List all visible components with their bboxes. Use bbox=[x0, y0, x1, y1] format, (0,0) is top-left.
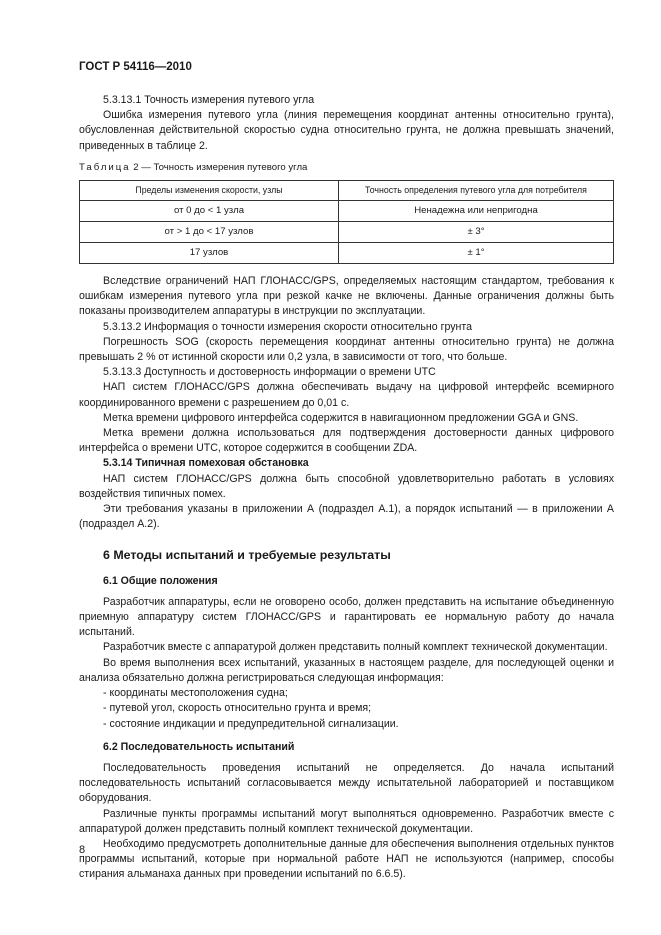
table-cell-accuracy: Ненадежна или непригодна bbox=[339, 201, 614, 222]
heading-6-2: 6.2 Последовательность испытаний bbox=[103, 740, 295, 753]
paragraph-6-1-b: Разработчик вместе с аппаратурой должен представить полный комплект технической документации. bbox=[103, 641, 608, 654]
heading-5-3-13-3: 5.3.13.3 Доступность и достоверность информации о времени UTC bbox=[103, 366, 436, 379]
table-header-speed: Пределы изменения скорости, узлы bbox=[80, 181, 339, 201]
heading-5-3-13-1: 5.3.13.1 Точность измерения путевого угла bbox=[103, 94, 315, 106]
heading-5-3-13-2: 5.3.13.2 Информация о точности измерения скорости относительно грунта bbox=[103, 320, 472, 333]
paragraph-6-1-c: Во время выполнения всех испытаний, указанных в настоящем разделе, для последующей оценки и анализа обязательно должна регистрироваться следующая информация: bbox=[79, 656, 614, 684]
table-header-row bbox=[80, 181, 614, 201]
list-item: - состояние индикации и предупредительной сигнализации. bbox=[103, 717, 399, 730]
paragraph-6-2-a: Последовательность проведения испытаний не определяется. До начала испытаний последовательность испытаний согласовывается между испытательной лабораторией и поставщиком оборудования. bbox=[79, 761, 614, 805]
table-cell-accuracy: ± 3° bbox=[339, 222, 614, 243]
paragraph-5-3-13-1: Ошибка измерения путевого угла (линия перемещения координат антенны относительно грунта), обусловленная действительной скоростью судна относительно грунта, не должна превышать значений, приведенных в таблице 2. bbox=[79, 109, 614, 152]
paragraph-6-2-c: Необходимо предусмотреть дополнительные данные для обеспечения выполнения отдельных пунктов программы испытаний, которые при нормальной работе НАП не используются (например, способы стирания альманаха данных при проведении испытаний по 6.6.5). bbox=[79, 837, 614, 881]
heading-5-3-14: 5.3.14 Типичная помеховая обстановка bbox=[103, 457, 309, 470]
table-row bbox=[80, 201, 614, 222]
table-caption-text: 2 — Точность измерения путевого угла bbox=[130, 161, 308, 173]
paragraph-5-3-14-b: Эти требования указаны в приложении А (подраздел А.1), а порядок испытаний — в приложении А (подраздел А.2). bbox=[79, 503, 614, 531]
table-2 bbox=[79, 180, 614, 264]
table-header-accuracy: Точность определения путевого угла для потребителя bbox=[339, 181, 614, 201]
table-row bbox=[80, 243, 614, 264]
table-cell-speed: 17 узлов bbox=[80, 243, 339, 264]
page-content bbox=[79, 93, 614, 883]
standard-header: ГОСТ Р 54116—2010 bbox=[79, 61, 192, 73]
paragraph-after-table: Вследствие ограничений НАП ГЛОНАСС/GPS, определяемых настоящим стандартом, требования к ошибкам измерения путевого угла при резкой качке не включены. Данные ограничения должны быть показаны производителем аппаратуры в инструкции по эксплуатации. bbox=[79, 275, 614, 318]
list-item: - путевой угол, скорость относительно грунта и время; bbox=[103, 702, 372, 715]
paragraph-6-1-a: Разработчик аппаратуры, если не оговорено особо, должен представить на испытание объединенную приемную аппаратуру систем ГЛОНАСС/GPS и гарантировать ее нормальную работу до начала испытаний. bbox=[79, 595, 614, 639]
page-number: 8 bbox=[79, 844, 86, 856]
heading-6-1: 6.1 Общие положения bbox=[103, 574, 218, 587]
table-cell-accuracy: ± 1° bbox=[339, 243, 614, 264]
table-row bbox=[80, 222, 614, 243]
heading-section-6: 6 Методы испытаний и требуемые результаты bbox=[103, 548, 391, 563]
table-caption-label: Таблица bbox=[79, 161, 131, 173]
paragraph-5-3-13-2: Погрешность SOG (скорость перемещения координат антенны относительно грунта) не должна превышать 2 % от истинной скорости или 0,2 узла, в зависимости от того, что больше. bbox=[79, 335, 614, 364]
paragraph-5-3-13-3-b: Метка времени цифрового интерфейса содержится в навигационном предложении GGA и GNS. bbox=[103, 411, 579, 424]
table-cell-speed: от 0 до < 1 узла bbox=[80, 201, 339, 222]
paragraph-6-2-b: Различные пункты программы испытаний могут выполняться одновременно. Разработчик вместе с аппаратурой должен представить полный комплект технической документации. bbox=[79, 807, 614, 835]
paragraph-5-3-13-3-a: НАП систем ГЛОНАСС/GPS должна обеспечивать выдачу на цифровой интерфейс всемирного координированного времени с разрешением до 0,01 с. bbox=[79, 381, 614, 409]
paragraph-5-3-13-3-c: Метка времени должна использоваться для подтверждения достоверности данных цифрового интерфейса о времени UTC, которое содержится в сообщении ZDA. bbox=[79, 427, 614, 455]
list-item: - координаты местоположения судна; bbox=[103, 687, 288, 700]
table-caption bbox=[79, 160, 614, 175]
table-cell-speed: от > 1 до < 17 узлов bbox=[80, 222, 339, 243]
paragraph-5-3-14-a: НАП систем ГЛОНАСС/GPS должна быть способной удовлетворительно работать в условиях воздействия типичных помех. bbox=[79, 472, 614, 500]
